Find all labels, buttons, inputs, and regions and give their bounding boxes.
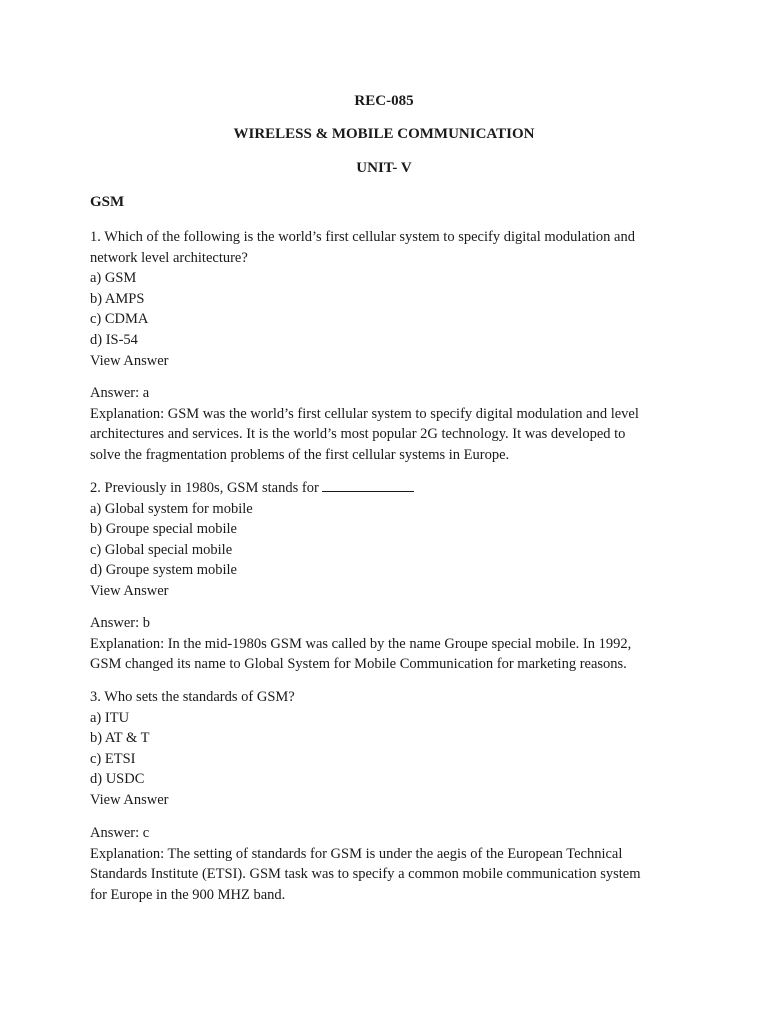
question-2-text: 2. Previously in 1980s, GSM stands for bbox=[90, 480, 319, 496]
question-3-text: 3. Who sets the standards of GSM? bbox=[90, 689, 295, 705]
answer-3-label: Answer: c bbox=[90, 825, 150, 841]
question-2-option-d: d) Groupe system mobile bbox=[90, 562, 237, 579]
question-2-option-a: a) Global system for mobile bbox=[90, 500, 253, 517]
answer-1-label: Answer: a bbox=[90, 385, 150, 401]
answer-2 bbox=[90, 613, 680, 675]
question-3-option-a: a) ITU bbox=[90, 709, 130, 726]
question-2-option-b: b) Groupe special mobile bbox=[90, 521, 237, 538]
answer-2-explanation-line-2: GSM changed its name to Global System for Mobile Communication for marketing reasons. bbox=[90, 656, 627, 673]
answer-2-label: Answer: b bbox=[90, 615, 151, 631]
question-1 bbox=[90, 227, 680, 371]
question-2 bbox=[90, 478, 680, 602]
fill-in-blank bbox=[322, 478, 414, 492]
question-3-option-d: d) USDC bbox=[90, 771, 145, 788]
question-1-view-answer: View Answer bbox=[90, 352, 169, 369]
question-1-option-a: a) GSM bbox=[90, 270, 137, 287]
answer-3 bbox=[90, 823, 680, 905]
question-3-option-b: b) AT & T bbox=[90, 730, 150, 747]
answer-1 bbox=[90, 383, 680, 465]
answer-3-explanation-line-2: Standards Institute (ETSI). GSM task was to specify a common mobile communication system bbox=[90, 866, 641, 883]
answer-3-explanation-line-3: for Europe in the 900 MHZ band. bbox=[90, 886, 286, 903]
question-2-option-c: c) Global special mobile bbox=[90, 541, 233, 558]
question-3-view-answer: View Answer bbox=[90, 791, 169, 808]
answer-3-explanation-line-1: Explanation: The setting of standards for GSM is under the aegis of the European Technical bbox=[90, 845, 623, 862]
course-code: REC-085 bbox=[354, 93, 414, 109]
question-1-option-c: c) CDMA bbox=[90, 311, 149, 328]
answer-1-explanation-line-2: architectures and services. It is the world’s most popular 2G technology. It was developed to bbox=[90, 426, 626, 443]
answer-2-explanation-line-1: Explanation: In the mid-1980s GSM was called by the name Groupe special mobile. In 1992, bbox=[90, 635, 632, 652]
unit-title: UNIT- V bbox=[356, 160, 412, 176]
question-1-text-line-1: 1. Which of the following is the world’s first cellular system to specify digital modulation and bbox=[90, 229, 635, 245]
question-2-line bbox=[90, 478, 680, 499]
question-3-option-c: c) ETSI bbox=[90, 750, 136, 767]
question-2-view-answer: View Answer bbox=[90, 582, 169, 599]
course-title: WIRELESS & MOBILE COMMUNICATION bbox=[233, 126, 535, 142]
section-heading: GSM bbox=[90, 194, 125, 210]
question-1-text-line-2: network level architecture? bbox=[90, 249, 248, 266]
question-3 bbox=[90, 687, 680, 811]
answer-1-explanation-line-1: Explanation: GSM was the world’s first cellular system to specify digital modulation and level bbox=[90, 405, 639, 422]
question-1-option-b: b) AMPS bbox=[90, 290, 145, 307]
question-1-option-d: d) IS-54 bbox=[90, 331, 138, 348]
answer-1-explanation-line-3: solve the fragmentation problems of the first cellular systems in Europe. bbox=[90, 446, 510, 463]
